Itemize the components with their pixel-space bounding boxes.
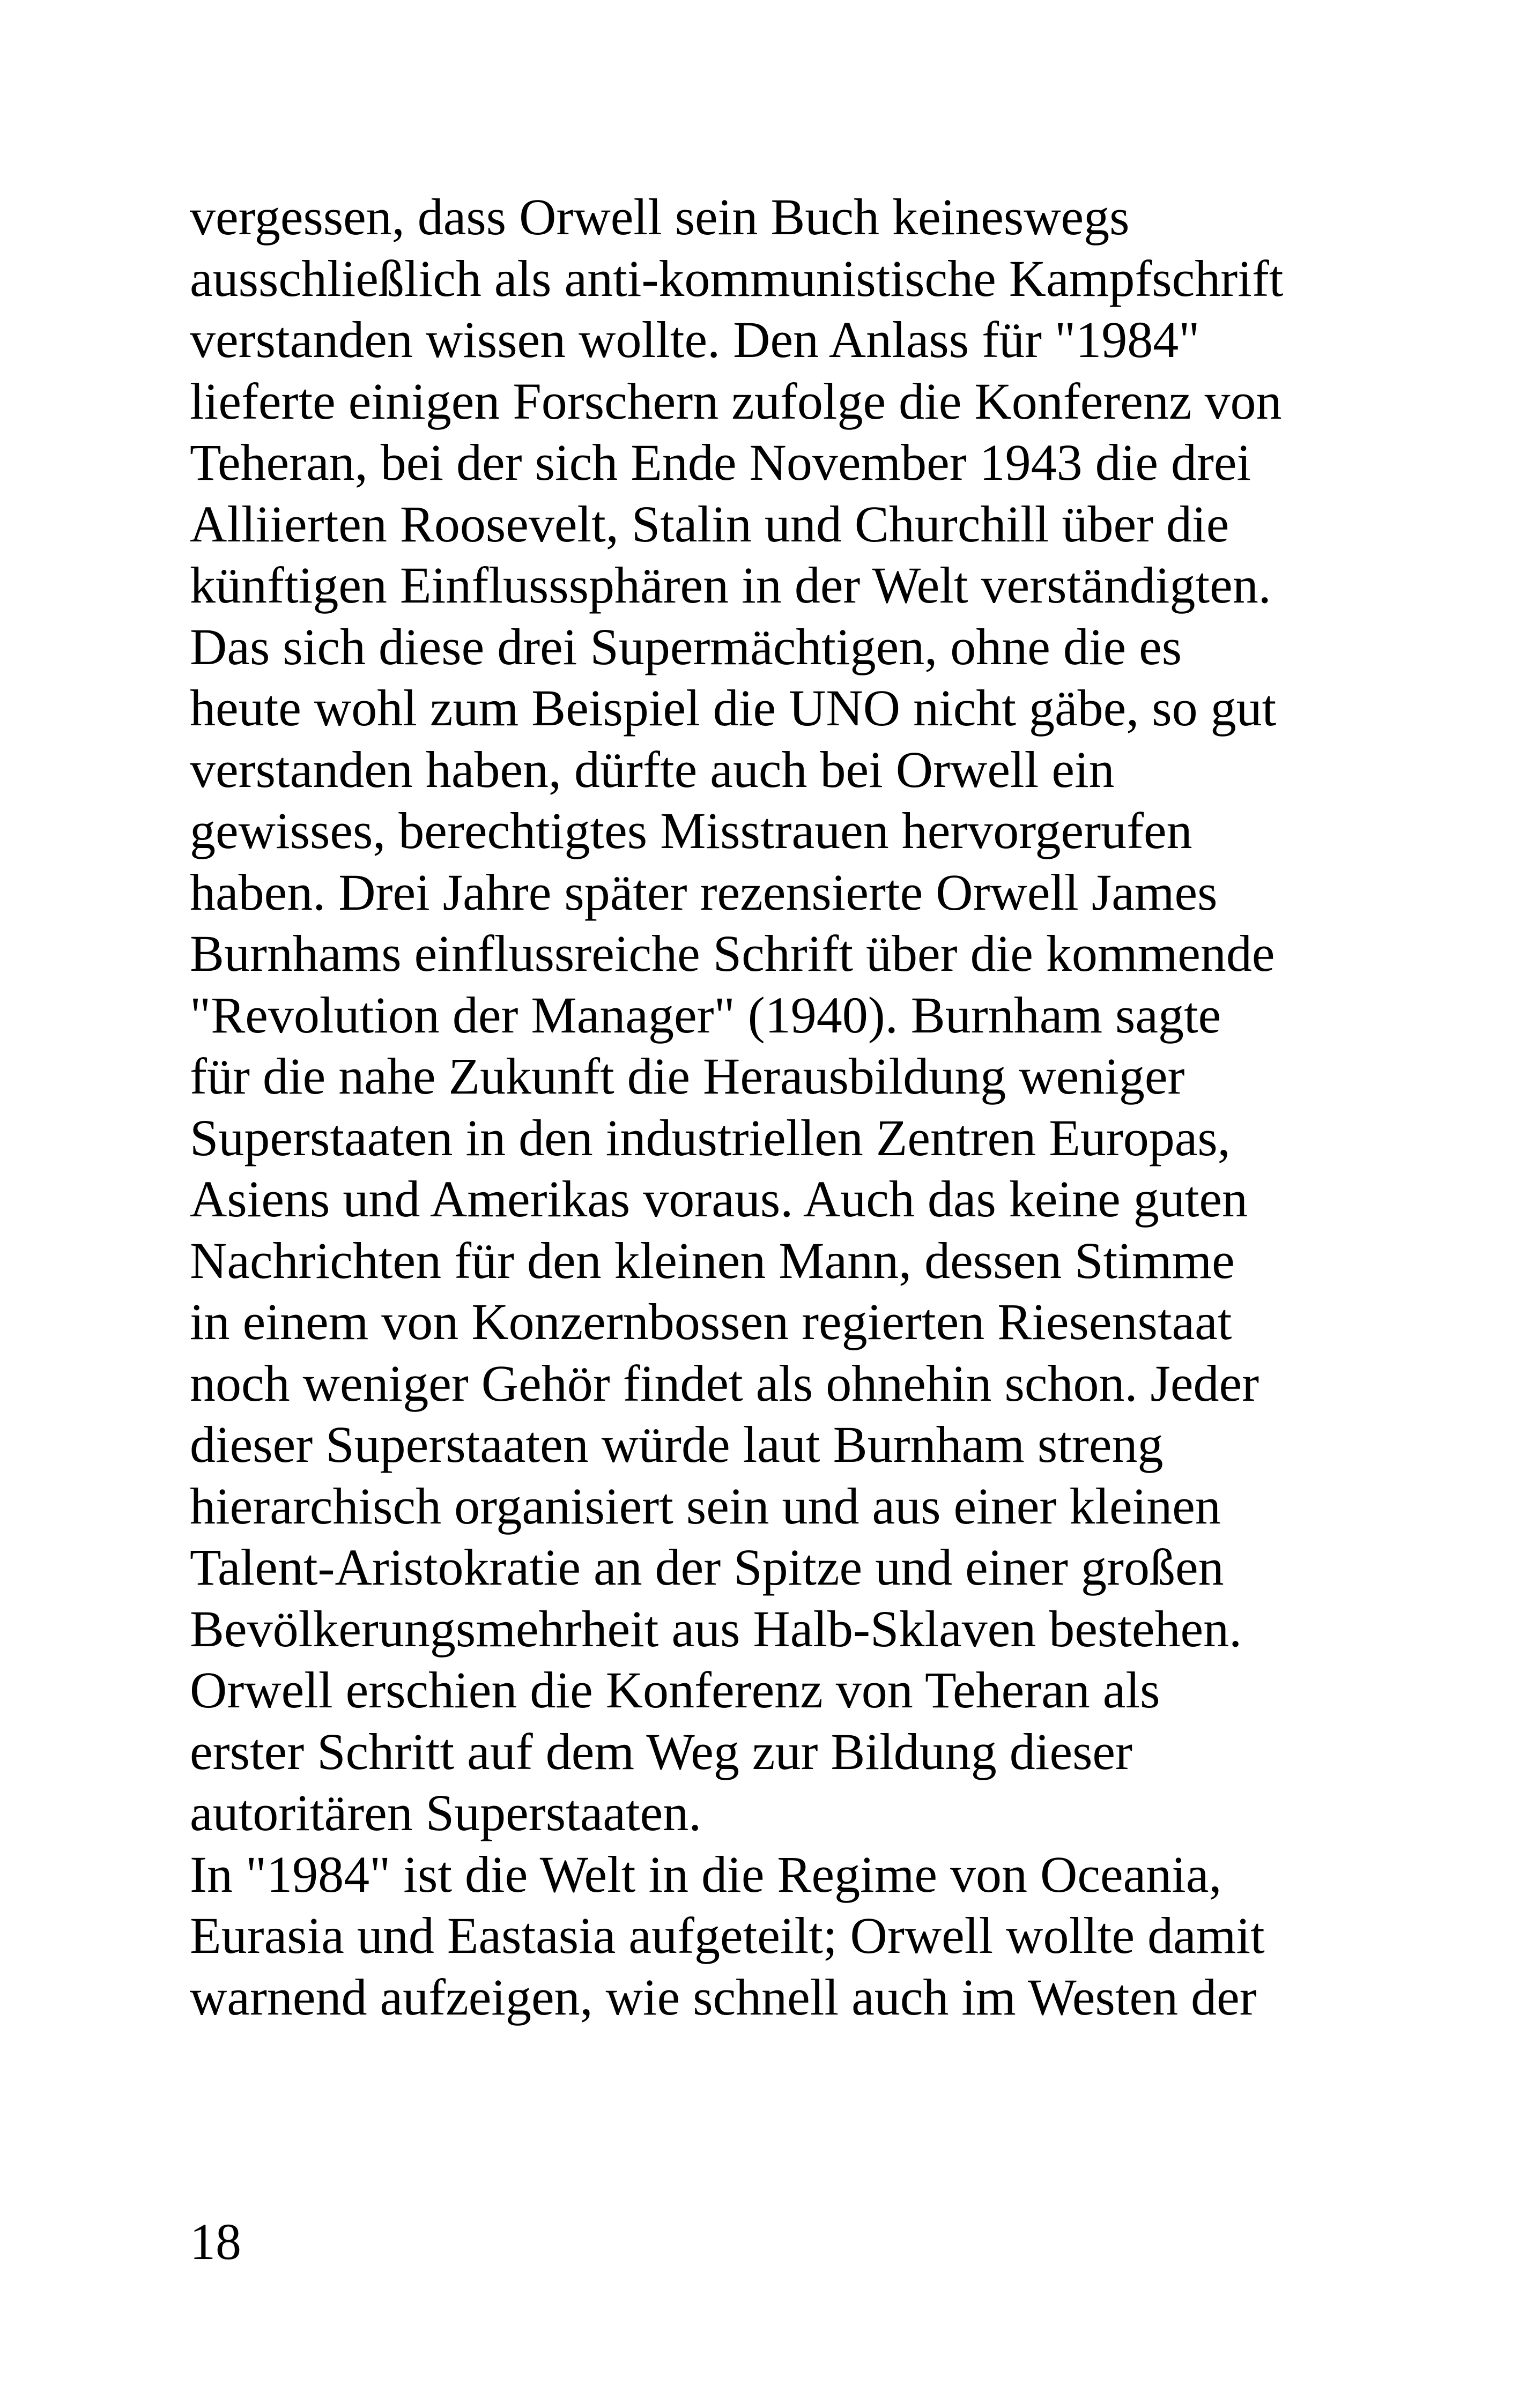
text-line: Eurasia und Eastasia aufgeteilt; Orwell wollte damit: [190, 1907, 1265, 1964]
text-line: Teheran, bei der sich Ende November 1943 die drei: [190, 434, 1251, 491]
page-number: 18: [190, 2213, 241, 2270]
text-line: ausschließlich als anti-kommunistische Kampfschrift: [190, 249, 1284, 307]
text-line: Alliierten Roosevelt, Stalin und Churchill über die: [190, 495, 1229, 553]
text-line: warnend aufzeigen, wie schnell auch im Westen der: [190, 1968, 1257, 2026]
text-line: Orwell erschien die Konferenz von Teheran als: [190, 1661, 1160, 1719]
text-line: künftigen Einflusssphären in der Welt verständigten.: [190, 556, 1271, 614]
text-line: noch weniger Gehör findet als ohnehin schon. Jeder: [190, 1354, 1259, 1412]
body-text: [190, 187, 1396, 2028]
text-line: Superstaaten in den industriellen Zentren Europas,: [190, 1109, 1231, 1166]
text-line: Nachrichten für den kleinen Mann, dessen Stimme: [190, 1231, 1235, 1289]
text-line: lieferte einigen Forschern zufolge die Konferenz von: [190, 372, 1282, 430]
text-line: heute wohl zum Beispiel die UNO nicht gäbe, so gut: [190, 679, 1277, 737]
text-line: Asiens und Amerikas voraus. Auch das keine guten: [190, 1170, 1248, 1228]
text-line: Burnhams einflussreiche Schrift über die kommende: [190, 925, 1275, 982]
text-line: gewisses, berechtigtes Misstrauen hervorgerufen: [190, 802, 1192, 859]
text-line: vergessen, dass Orwell sein Buch keineswegs: [190, 188, 1130, 246]
text-line: verstanden haben, dürfte auch bei Orwell ein: [190, 740, 1115, 798]
text-line: autoritären Superstaaten.: [190, 1784, 702, 1841]
text-line: hierarchisch organisiert sein und aus einer kleinen: [190, 1477, 1221, 1535]
text-line: Bevölkerungsmehrheit aus Halb-Sklaven bestehen.: [190, 1600, 1242, 1658]
text-line: Das sich diese drei Supermächtigen, ohne die es: [190, 618, 1182, 675]
text-line: haben. Drei Jahre später rezensierte Orwell James: [190, 863, 1218, 921]
text-line: erster Schritt auf dem Weg zur Bildung dieser: [190, 1722, 1132, 1780]
text-line: für die nahe Zukunft die Herausbildung weniger: [190, 1047, 1185, 1105]
text-line: dieser Superstaaten würde laut Burnham streng: [190, 1416, 1164, 1473]
text-line: "Revolution der Manager" (1940). Burnham sagte: [190, 986, 1221, 1044]
text-line: verstanden wissen wollte. Den Anlass für "1984": [190, 311, 1200, 368]
text-line: in einem von Konzernbossen regierten Riesenstaat: [190, 1293, 1232, 1350]
text-line: In "1984" ist die Welt in die Regime von Oceania,: [190, 1845, 1222, 1903]
text-line: Talent-Aristokratie an der Spitze und einer großen: [190, 1539, 1224, 1596]
